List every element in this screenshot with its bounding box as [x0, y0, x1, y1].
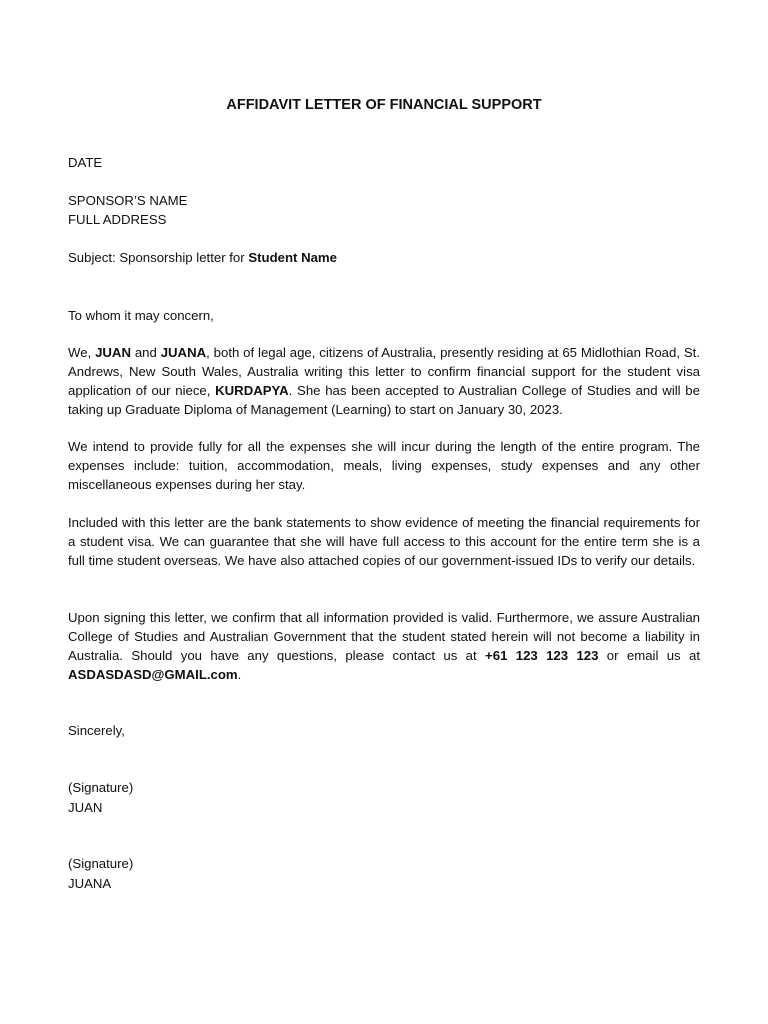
p4-phone: +61 123 123 123: [485, 648, 599, 663]
paragraph-4: [68, 608, 700, 684]
signature-label-1: (Signature): [68, 780, 134, 795]
p1-niece-name: KURDAPYA: [215, 383, 289, 398]
signature-name-2: JUANA: [68, 876, 112, 891]
p4-text-1: Upon signing this letter, we confirm that all information provided is valid. Furthermore, we assure Australian College of Studies and Australian Government that the student stated herein will not become a liability in Australia. Should you have any questions, please contact us at: [68, 610, 700, 663]
paragraph-2: We intend to provide fully for all the expenses she will incur during the length of the entire program. The expenses include: tuition, accommodation, meals, living expenses, study expenses and any other miscellaneous expenses during her stay.: [68, 439, 700, 492]
p4-email: ASDASDASD@GMAIL.com: [68, 667, 238, 682]
signature-label-2: (Signature): [68, 856, 134, 871]
p1-text-1: We,: [68, 345, 96, 360]
subject-line: [68, 248, 337, 267]
page-title: AFFIDAVIT LETTER OF FINANCIAL SUPPORT: [226, 97, 542, 113]
p1-name-juana: JUANA: [160, 345, 207, 360]
paragraph-1: [68, 343, 700, 419]
p1-text-4: . She has been accepted to Australian College of Studies and will be taking up Graduate Diploma of Management (Learning) to start on January 30, 2023.: [68, 383, 700, 417]
paragraph-3: Included with this letter are the bank statements to show evidence of meeting the financial requirements for a student visa. We can guarantee that she will have full access to this account for the entire term she is a full time student overseas. We have also attached copies of our government-issued IDs to verify our details.: [68, 515, 700, 568]
p4-text-2: or email us at: [598, 648, 700, 663]
closing-line: Sincerely,: [68, 723, 125, 738]
subject-prefix: Subject: Sponsorship letter for: [68, 250, 249, 265]
p1-text-3: , both of legal age, citizens of Australia, presently residing at 65 Midlothian Road, St. Andrews, New South Wales, Australia writing this letter to confirm financial support for the student visa application of our niece,: [68, 345, 700, 398]
p4-text-3: .: [237, 667, 242, 682]
greeting-line: To whom it may concern,: [68, 308, 214, 323]
p1-text-2: and: [130, 345, 161, 360]
date-line: DATE: [68, 155, 103, 170]
signature-name-1: JUAN: [68, 800, 103, 815]
full-address-line: FULL ADDRESS: [68, 212, 167, 227]
subject-student-name: Student Name: [248, 250, 337, 265]
sponsor-name-line: SPONSOR’S NAME: [68, 193, 188, 208]
p1-name-juan: JUAN: [95, 345, 131, 360]
